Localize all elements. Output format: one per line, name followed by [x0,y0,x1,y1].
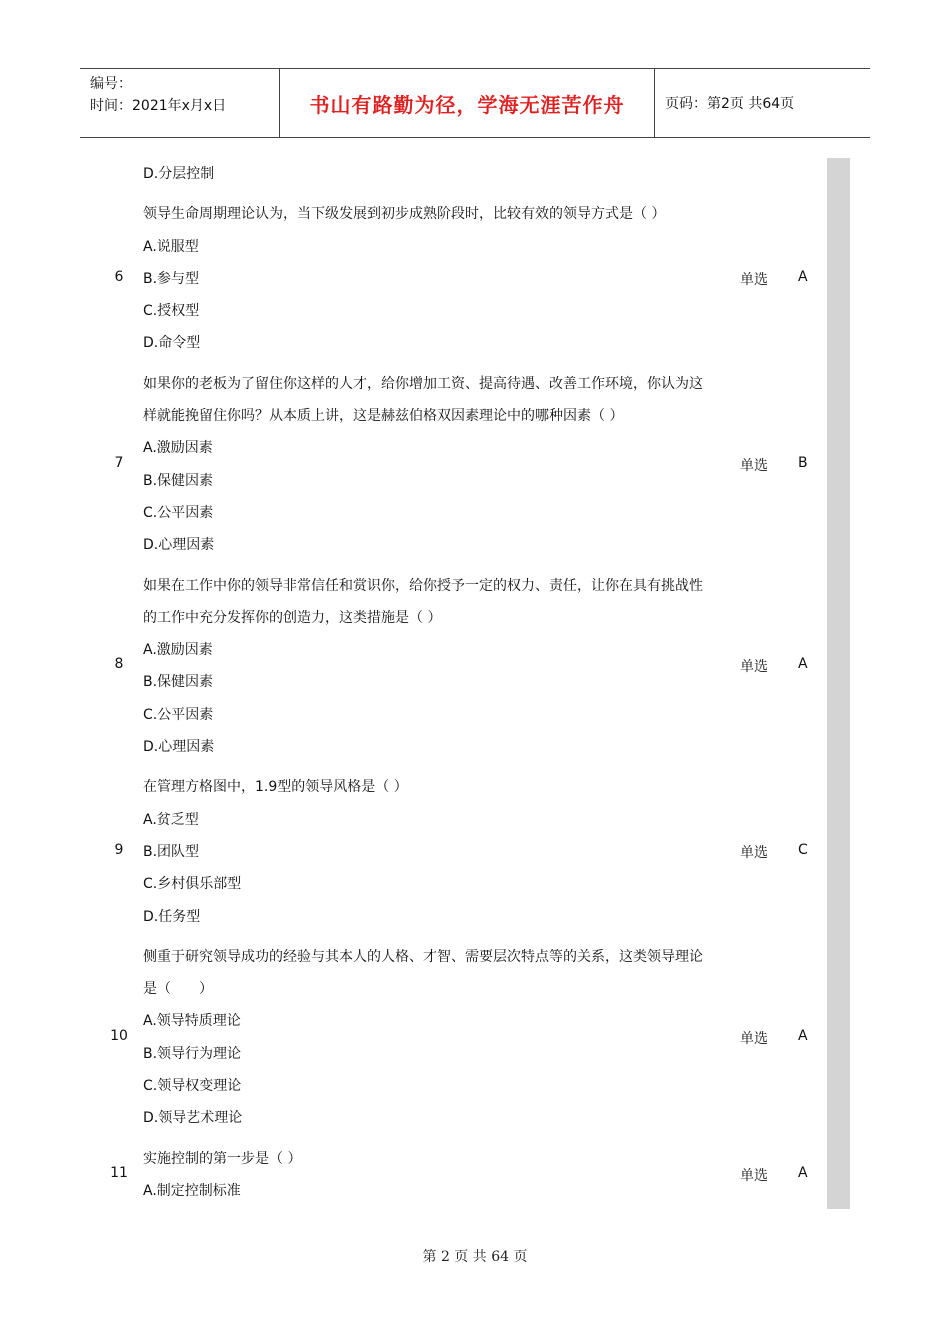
question-number: 6 [114,269,124,286]
header-meta [80,69,280,137]
question-option: B.参与型 [143,270,200,287]
question-answer: A [798,1027,808,1044]
question-stem: 是（ ） [143,981,213,998]
question-option: A.激励因素 [143,440,213,457]
question-option: D.任务型 [143,908,201,925]
question-type: 单选 [740,845,768,862]
question-answer: A [798,1164,808,1181]
question-stem: 在管理方格图中，1.9型的领导风格是（ ） [143,779,408,796]
lead-option: D.分层控制 [143,166,215,182]
side-scroll-bar [827,158,850,1209]
question-item [100,941,820,1143]
question-answer: B [798,454,808,471]
document-header [80,68,870,138]
question-option: D.命令型 [143,335,201,352]
question-stem: 实施控制的第一步是（ ） [143,1150,302,1167]
question-number: 9 [114,842,124,859]
header-page-info: 页码：第2页 共64页 [665,96,795,112]
question-option: A.领导特质理论 [143,1013,241,1030]
time-label: 时间：2021年x月x日 [90,98,227,114]
question-option: D.领导艺术理论 [143,1110,243,1127]
question-type: 单选 [740,659,768,676]
question-option: B.保健因素 [143,472,214,489]
question-option: A.激励因素 [143,642,213,659]
question-stem: 侧重于研究领导成功的经验与其本人的人格、才智、需要层次特点等的关系，这类领导理论 [143,948,703,965]
question-item [100,771,820,940]
question-number: 7 [114,454,124,471]
question-option: D.心理因素 [143,739,215,756]
question-option: C.公平因素 [143,504,214,521]
question-option: A.贫乏型 [143,811,199,828]
question-option: D.心理因素 [143,537,215,554]
code-label: 编号： [90,76,132,92]
question-type: 单选 [740,1030,768,1047]
lead-option-row [100,158,820,198]
question-option: A.制定控制标准 [143,1182,241,1199]
question-item [100,570,820,772]
question-option: C.公平因素 [143,706,214,723]
question-option: C.领导权变理论 [143,1078,242,1095]
question-option: B.团队型 [143,843,200,860]
header-motto: 书山有路勤为径，学海无涯苦作舟 [280,69,655,137]
question-number: 11 [110,1164,128,1181]
question-option: C.授权型 [143,303,200,320]
question-option: B.保健因素 [143,674,214,691]
page-footer: 第 2 页 共 64 页 [422,1249,528,1265]
question-stem: 样就能挽留住你吗？从本质上讲，这是赫兹伯格双因素理论中的哪种因素（ ） [143,408,624,425]
question-type: 单选 [740,457,768,474]
question-item [100,368,820,570]
question-answer: A [798,656,808,673]
question-answer: A [798,269,808,286]
question-stem: 的工作中充分发挥你的创造力，这类措施是（ ） [143,609,442,626]
questions-container [100,198,820,1215]
question-list [100,158,820,1215]
question-option: B.领导行为理论 [143,1045,242,1062]
question-stem: 如果在工作中你的领导非常信任和赏识你，给你授予一定的权力、责任，让你在具有挑战性 [143,577,703,594]
question-item [100,1143,820,1216]
question-stem: 如果你的老板为了留住你这样的人才，给你增加工资、提高待遇、改善工作环境，你认为这 [143,375,703,392]
question-item [100,198,820,367]
question-number: 10 [110,1027,128,1044]
question-type: 单选 [740,1167,768,1184]
question-option: C.乡村俱乐部型 [143,876,242,893]
question-option: A.说服型 [143,238,199,255]
question-number: 8 [114,656,124,673]
question-answer: C [798,842,808,859]
question-type: 单选 [740,272,768,289]
question-stem: 领导生命周期理论认为，当下级发展到初步成熟阶段时，比较有效的领导方式是（ ） [143,206,666,223]
